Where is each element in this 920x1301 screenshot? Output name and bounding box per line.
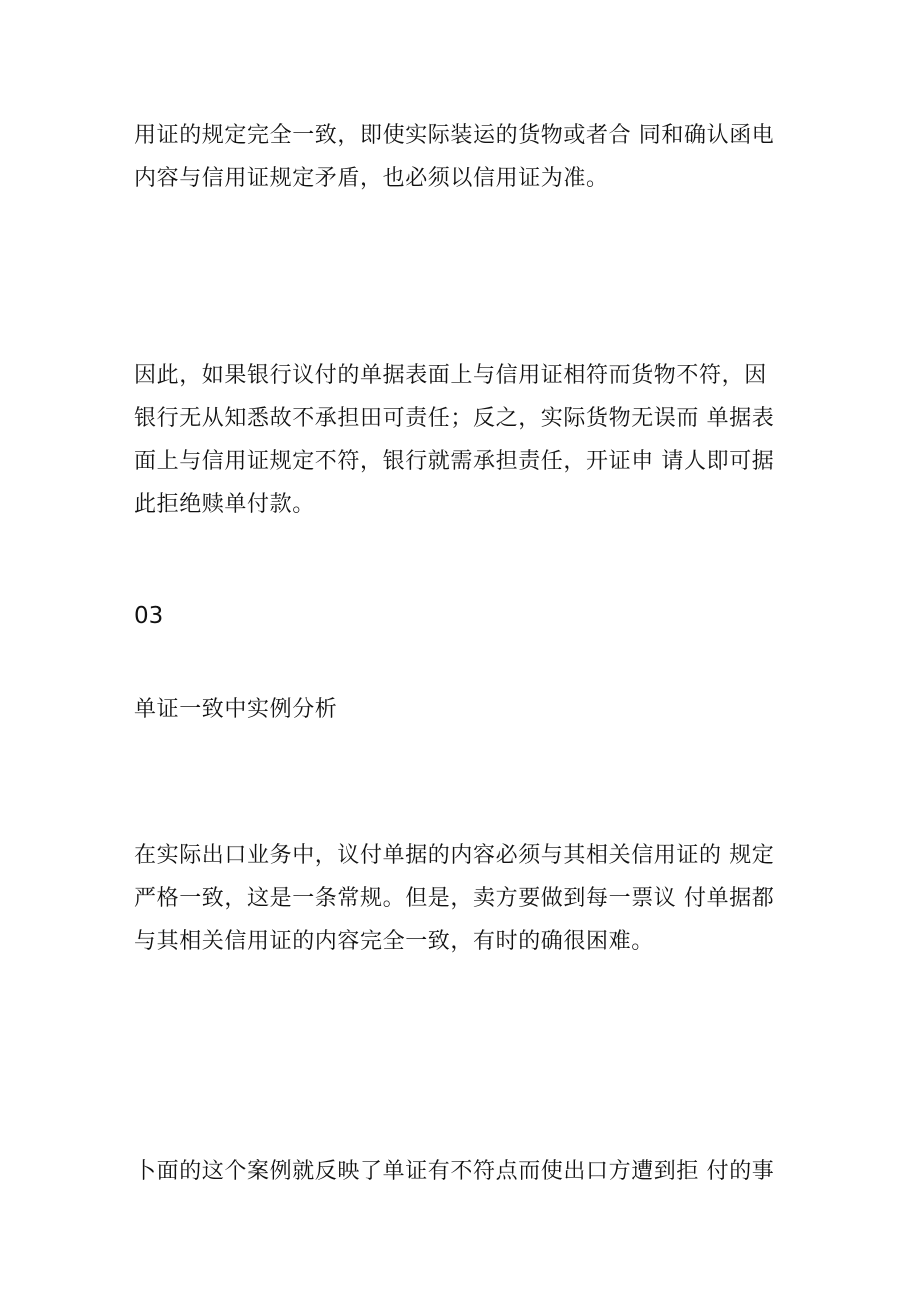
text-line: 因此，如果银行议付的单据表面上与信用证相符而货物不符，因 [134, 363, 767, 388]
paragraph-case-intro [134, 1150, 814, 1193]
text-line: 此拒绝赎单付款。 [134, 492, 315, 517]
text-line: 用证的规定完全一致，即使实际装运的货物或者合 同和确认函电 [134, 123, 775, 148]
paragraph-export-practice [134, 834, 814, 963]
text-line: 在实际出口业务中，议付单据的内容必须与其相关信用证的 规定 [134, 843, 775, 868]
text-line: 卜面的这个案例就反映了单证有不符点而使出口方遭到拒 付的事 [134, 1159, 775, 1184]
text-line: 内容与信用证规定矛盾，也必须以信用证为准。 [134, 166, 609, 191]
section-number: 03 [134, 603, 164, 629]
text-line: 严格一致，这是一条常规。但是，卖方要做到每一票议 付单据都 [134, 886, 775, 911]
text-line: 银行无从知悉故不承担田可责任；反之，实际货物无误而 单据表 [134, 406, 775, 431]
paragraph-lc-priority [134, 114, 814, 200]
paragraph-bank-responsibility [134, 354, 814, 526]
text-line: 面上与信用证规定不符，银行就需承担责任，开证申 请人即可据 [134, 449, 775, 474]
text-line: 与其相关信用证的内容完全一致，有时的确很困难。 [134, 929, 654, 954]
section-title: 单证一致中实例分析 [134, 697, 338, 722]
